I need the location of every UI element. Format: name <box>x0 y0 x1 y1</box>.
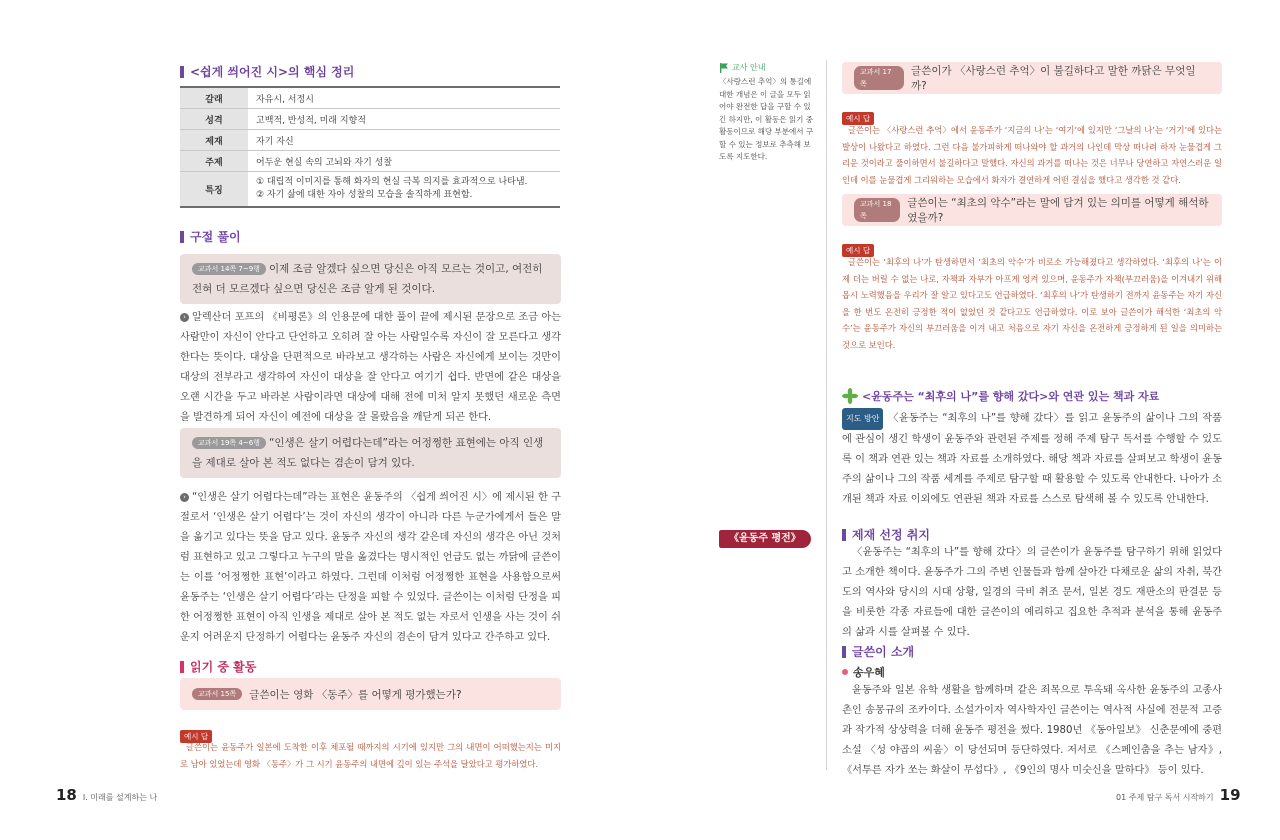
section-bar-icon <box>180 231 184 243</box>
book-pill: 《윤동주 평전》 <box>719 526 811 548</box>
resource-title: <윤동주는 “최후의 나”를 향해 갔다>와 연관 있는 책과 자료 <box>842 388 1159 404</box>
reason-text: 〈윤동주는 “최후의 나”를 향해 갔다〉의 글쓴이가 윤동주를 탐구하기 위해 읽었다고 소개한 책이다. 윤동주가 그의 주변 인물들과 함께 살아간 다채로운 삶의 자취, 북간도의 역사와 당시의 시대 상황, 일경의 극비 취조 문서, 일본 경도 재판소의 판결문 등을 비롯한 각종 자료들에 대한 글쓴이의 예리하고 집요한 추적과 분석을 통해 윤동주의 삶과 시를 살펴볼 수 있다. <box>842 547 1222 638</box>
author-title: 글쓴이 소개 <box>842 643 914 660</box>
answer-label: 예시 답 <box>842 106 874 125</box>
bullet-icon <box>842 669 848 675</box>
arrow-icon: › <box>180 493 189 502</box>
question-box-2: 교과서 18쪽 글쓴이는 “최초의 악수”라는 말에 담겨 있는 의미를 어떻게 해석하였을까? <box>842 194 1222 226</box>
table-row: 특징 ① 대립적 이미지를 통해 화자의 현실 극복 의지를 효과적으로 나타냄. ② 자기 삶에 대한 자아 성찰의 모습을 솔직하게 표현함. <box>180 172 560 208</box>
leaf-icon <box>842 388 858 404</box>
answer-label: 예시 답 <box>842 238 874 257</box>
teacher-note-text: 〈사랑스런 추억〉의 통길에 대한 개념은 이 글을 모두 읽어야 완전한 답을 구할 수 있긴 하지만, 이 활동은 읽기 중 활동이므로 해당 부분에서 구할 수 있는 정보로 추측해 보도록 지도한다. <box>719 77 814 161</box>
left-footer <box>56 786 157 804</box>
author-name: 송우혜 <box>842 664 885 680</box>
answer-1: 글쓴이는 〈사랑스런 추억〉에서 윤동주가 ‘지금의 나’는 ‘여기’에 있지만 ‘그날의 나’는 ‘거기’에 있다는 발상이 나왔다고 하였다. 그런 다음 불가피하게 떠나와야 할 과거의 나인데 막상 떠나려 하자 눈물겹게 그리운 것이라고 풀이하면서 불길하다고 말했다. 자신의 과거를 떠나는 것은 너무나 당연하고 자연스러운 일인데 이를 눈물겹게 그리워하는 모습에서 화자가 결연하게 어떤 결심을 했다고 생각한 것 같다. <box>842 125 1222 185</box>
footer-text: 01 주제 탐구 독서 시작하기 <box>1116 793 1214 802</box>
page-number: 19 <box>1219 786 1241 804</box>
column-divider <box>826 60 827 770</box>
table-row: 갈래 자유시, 서정시 <box>180 87 560 109</box>
table-row: 주제 어두운 현실 속의 고뇌와 자기 성찰 <box>180 151 560 172</box>
answer-label: 예시 답 <box>180 724 212 743</box>
table-row: 제재 자기 자신 <box>180 130 560 151</box>
footer-text: I. 미래를 설계하는 나 <box>82 793 158 802</box>
summary-table <box>180 86 560 208</box>
author-text: 윤동주와 일본 유학 생활을 함께하며 같은 죄목으로 투옥돼 옥사한 윤동주의 고종사촌인 송몽규의 조카이다. 소설가이자 역사학자인 글쓴이는 역사적 사실에 전문적 고증과 작가적 상상력을 더해 윤동주 평전을 썼다. 1980년 《동아일보》 신춘문예에 중편 소설 〈성 야곱의 씨움〉이 당선되며 등단하였다. 저서로 《스페인춤을 추는 남자》, 《서투른 자가 쏘는 화살이 무섭다》, 《9인의 명사 미숫신을 말하다》 등이 있다. <box>842 685 1222 776</box>
section-bar-icon <box>842 646 846 658</box>
summary-title: <쉽게 씌어진 시>의 핵심 정리 <box>180 63 354 80</box>
teacher-note-title: 교사 안내 <box>719 62 765 73</box>
section-bar-icon <box>180 661 184 673</box>
phrase-title: 구절 풀이 <box>180 228 241 245</box>
section-bar-icon <box>180 66 184 78</box>
arrow-icon: › <box>180 313 189 322</box>
explanation-2: › “인생은 살기 어렵다는데”라는 표현은 윤동주의 〈쉽게 씌어진 시〉에 제시된 한 구절로서 ‘인생은 살기 어렵다’는 것이 자신의 생각이 아니라 다른 누군가에게서 들은 말을 옮기고 있다는 뜻을 담고 있다. 윤동주 자신의 생각 같은데 자신의 생각은 아닌 것처럼 표현하고 있고 그렇다고 누구의 말을 옮겼다는 명시적인 언급도 없는 까닭에 글쓴이는 이를 ‘어정쩡한 표현’이라고 하였다. 그런데 이처럼 어정쩡한 표현을 사용함으로써 윤동주는 ‘인생은 살기 어렵다’라는 단정을 피할 수 있었다. 글쓴이는 이처럼 단정을 피한 어정쩡한 표현이 아직 인생을 제대로 살아 본 적도 없는 자로서 인생을 사는 것이 쉬운지 어려운지 단정하기 어렵다는 윤동주 자신의 겸손이 담겨 있다고 간주하고 있다. <box>180 492 561 643</box>
flag-icon <box>719 63 729 73</box>
quote-box-1: 교과서 14쪽 7~9행 이제 조금 알겠다 싶으면 당신은 아직 모르는 것이고, 여전히 전혀 더 모르겠다 싶으면 당신은 조금 알게 된 것이다. <box>180 254 561 304</box>
page-number: 18 <box>56 786 77 804</box>
question-box-3: 교과서 15쪽 글쓴이는 영화 〈동주〉를 어떻게 평가했는가? <box>180 678 561 710</box>
question-box-1: 교과서 17쪽 글쓴이가 〈사랑스런 추억〉이 불길하다고 말한 까닭은 무엇일까? <box>842 62 1222 94</box>
quote-box-2: 교과서 19쪽 4~6행 “인생은 살기 어렵다는데”라는 어정쩡한 표현에는 아직 인생을 제대로 살아 본 적도 없다는 겸손이 담겨 있다. <box>180 428 561 478</box>
answer-3: 글쓴이는 윤동주가 일본에 도착한 이후 체포될 때까지의 시기에 있지만 그의 내면이 어떠했는지는 미지로 남아 있었는데 영화 〈동주〉가 그 시기 윤동주의 내면에 깊이 있는 주석을 달았다고 평가하였다. <box>180 742 561 769</box>
explanation-1: › 알렉산더 포프의 《비평론》의 인용문에 대한 풀이 끝에 제시된 문장으로 조금 아는 사람만이 자신이 안다고 단언하고 오히려 잘 아는 사람일수록 자신이 잘 모른다고 생각한다는 뜻이다. 대상을 단편적으로 바라보고 생각하는 사람은 자신에게 보이는 것만이 대상의 전부라고 생각하여 자신이 대상을 잘 안다고 여기기 쉽다. 반면에 같은 대상을 오랜 시간을 두고 바라본 사람이라면 대상에 대해 전에 미처 알지 못했던 새로운 측면을 발견하게 되어 자신이 예전에 대상을 잘 몰랐음을 깨닫게 되곤 한다. <box>180 312 561 423</box>
reason-title: 제재 선정 취지 <box>842 526 930 543</box>
right-footer <box>1116 786 1241 804</box>
answer-2: 글쓴이는 ‘최후의 나’가 탄생하면서 ‘최초의 악수’가 비로소 가능해졌다고 생각하였다. ‘최후의 나’는 이제 더는 버릴 수 없는 나로, 자책과 자부가 아프게 엉켜 있으며, 윤동주가 자책(부끄러움)을 이겨내기 위해 몹시 노력했음을 우리가 잘 알고 있다고도 언급하였다. ‘최후의 나’가 탄생하기 전까지 윤동주는 자기 자신을 한 번도 온전히 긍정한 적이 없었던 것 같다고도 언급하였다. 이로 보아 글쓴이가 해석한 ‘최초의 악수’는 윤동주가 자신의 부끄러움을 이겨 내고 처음으로 자기 자신을 온전하게 긍정하게 된 일을 의미하는 것으로 보인다. <box>842 257 1222 350</box>
section-bar-icon <box>842 529 846 541</box>
guide-text: 지도 방안 〈윤동주는 “최후의 나”를 향해 갔다〉를 읽고 윤동주의 삶이나 그의 작품에 관심이 생긴 학생이 윤동주와 관련된 주제를 정해 주제 탐구 독서를 수행할 수 있도록 이 책과 연관 있는 책과 자료를 소개하였다. 해당 책과 자료를 살펴보고 학생이 윤동주의 삶이나 그의 작품 세계를 주제로 탐구할 때 활용할 수 있도록 안내한다. 나아가 소개된 책과 자료 이외에도 연관된 책과 자료를 스스로 탐색해 볼 수 있도록 안내한다. <box>842 408 1222 510</box>
guide-tag: 지도 방안 <box>842 408 883 430</box>
table-row: 성격 고백적, 반성적, 미래 지향적 <box>180 109 560 130</box>
reading-activity-title: 읽기 중 활동 <box>180 658 256 675</box>
